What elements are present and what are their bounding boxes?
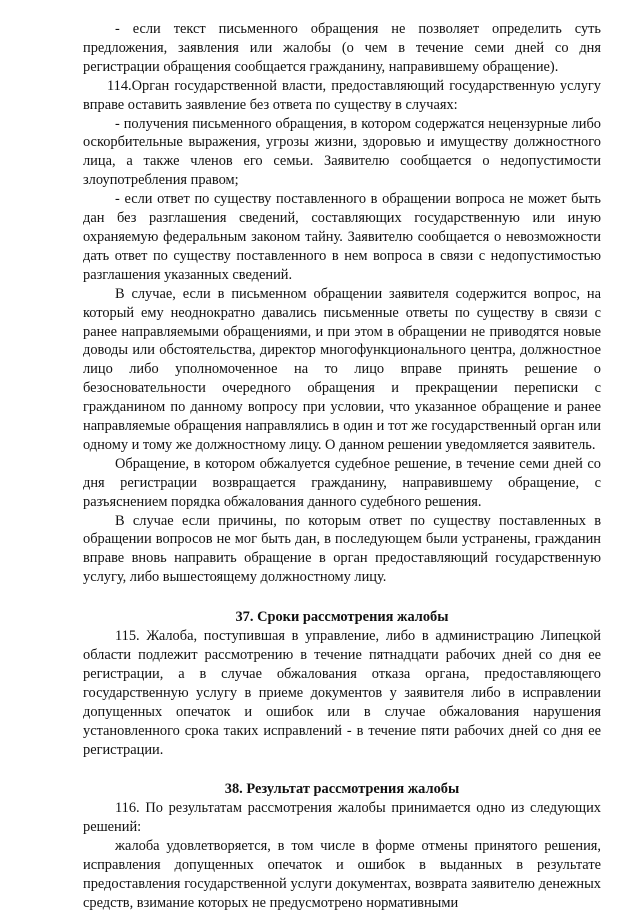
paragraph-116: 116. По результатам рассмотрения жалобы принимается одно из следующих решений: — [83, 800, 601, 836]
section-heading-38: 38. Результат рассмотрения жалобы — [224, 781, 460, 798]
paragraph-unclear-appeal: - если текст письменного обращения не позволяет определить суть предложения, заявления или жалобы (о чем в течение семи дней со дня регистрации обращения сообщается гражданину, направившему обращение). — [83, 21, 601, 75]
paragraph-reasons-removed: В случае если причины, по которым ответ по существу поставленных в обращении вопросов не мог быть дан, в последующем были устранены, гражданин вправе вновь направить обращение в орган предоставляющий государственную услугу, либо вышестоящему должностному лицу. — [83, 512, 601, 586]
paragraph-obscene-language: - получения письменного обращения, в котором содержатся нецензурные либо оскорбительные выражения, угрозы жизни, здоровью и имуществу должностного лица, а также членов его семьи. Заявителю сообщается о недопустимости злоупотребления правом; — [83, 115, 601, 189]
section-gap — [83, 587, 601, 608]
paragraph-state-secret: - если ответ по существу поставленного в обращении вопроса не может быть дан без разглашения сведений, составляющих государственную или иную охраняемую федеральным законом тайну. Заявителю сообщается о невозможности дать ответ по существу поставленного в нем вопроса в связи с недопустимостью разглашения указанных сведений. — [83, 191, 601, 283]
paragraph-court-decision: Обращение, в котором обжалуется судебное решение, в течение семи дней со дня регистрации возвращается гражданину, направившему обращение, с разъяснением порядка обжалования данного судебного решения. — [83, 455, 601, 510]
section-heading-37: 37. Сроки рассмотрения жалобы — [235, 609, 449, 626]
section-gap — [83, 759, 601, 780]
paragraph-repeated-appeal: В случае, если в письменном обращении заявителя содержится вопрос, на который ему неоднократно давались письменные ответы по существу в связи с ранее направляемыми обращениями, и при этом в обращении не приводятся новые доводы или обстоятельства, директор многофункционального центра, должностное лицо либо уполномоченное на то лицо вправе принять решение о безосновательности очередного обращения и прекращении переписки с гражданином по данному вопросу при условии, что указанное обращение и ранее направляемые обращения направлялись в один и тот же государственный орган или одному и тому же должностному лицу. О данном решении уведомляется заявитель. — [83, 285, 601, 453]
document-page — [83, 20, 601, 913]
paragraph-complaint-satisfied: жалоба удовлетворяется, в том числе в форме отмены принятого решения, исправления допущенных опечаток и ошибок в выданных в результате предоставления государственной услуги документах, возврата заявителю денежных средств, взимание которых не предусмотрено нормативными — [83, 838, 601, 911]
paragraph-114: 114.Орган государственной власти, предоставляющий государственную услугу вправе оставить заявление без ответа по существу в случаях: — [83, 77, 601, 113]
paragraph-115: 115. Жалоба, поступившая в управление, либо в администрацию Липецкой области подлежит рассмотрению в течение пятнадцати рабочих дней со дня ее регистрации, а в случае обжалования отказа органа, предоставляющего государственную услугу в приеме документов у заявителя либо в исправлении допущенных опечаток и ошибок или в случае обжалования нарушения установленного срока таких исправлений - в течение пяти рабочих дней со дня ее регистрации. — [83, 628, 601, 758]
